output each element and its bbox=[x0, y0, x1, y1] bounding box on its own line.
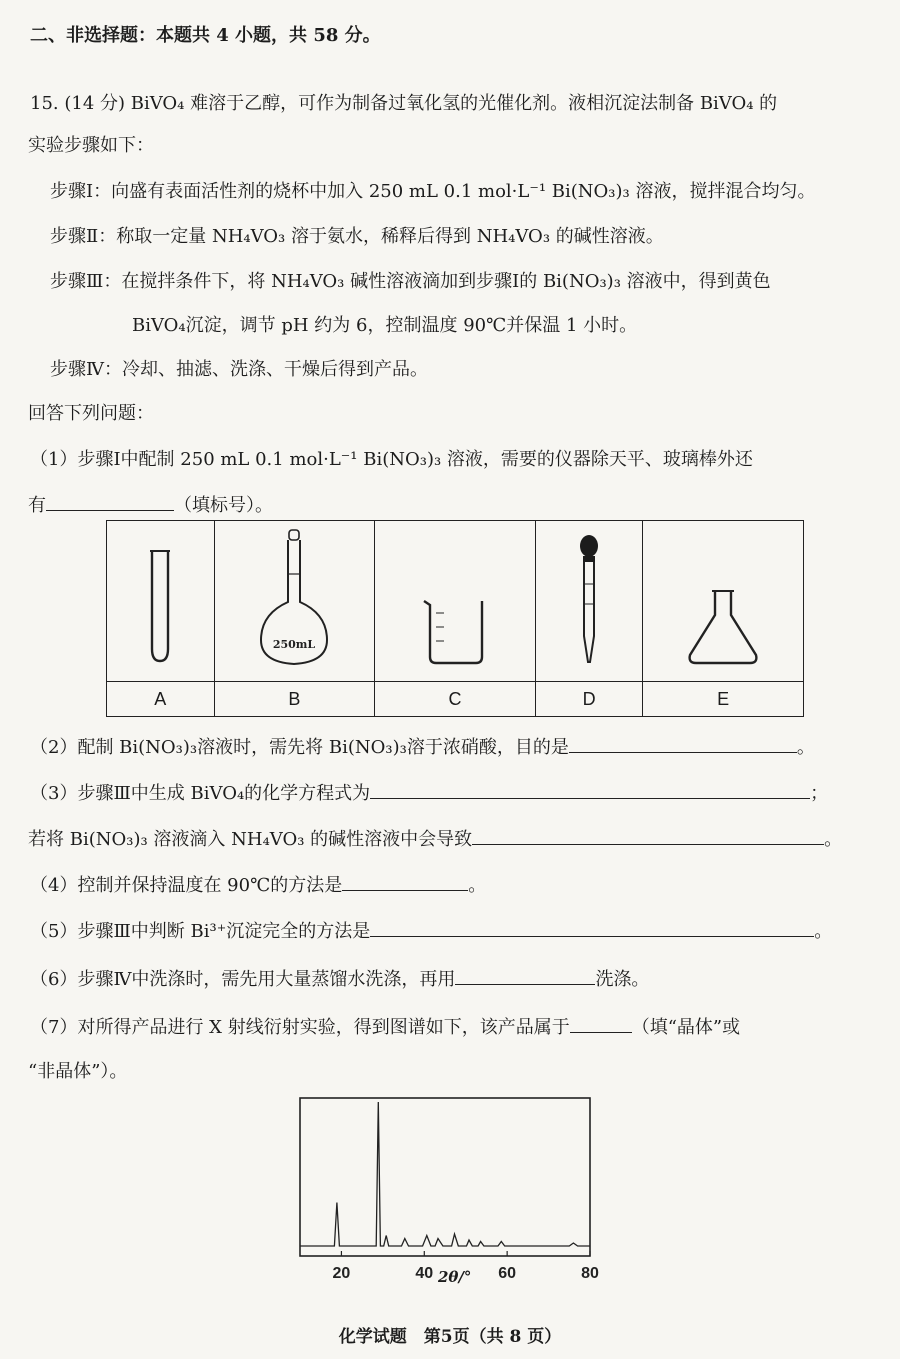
part-3-equation-blank[interactable] bbox=[370, 780, 810, 799]
part-3-end: ； bbox=[810, 783, 829, 804]
part-7-options: （填“晶体”或 bbox=[631, 1017, 741, 1038]
part-5-end: 。 bbox=[814, 921, 833, 942]
part-4-end: 。 bbox=[468, 875, 487, 896]
step-4: 步骤Ⅳ：冷却、抽滤、洗涤、干燥后得到产品。 bbox=[50, 359, 428, 380]
xrd-x-axis-title: 2θ/° bbox=[438, 1268, 472, 1286]
step-1: 步骤Ⅰ：向盛有表面活性剂的烧杯中加入 250 mL 0.1 mol·L⁻¹ Bi(NO₃)₃ 溶液，搅拌混合均匀。 bbox=[50, 181, 816, 202]
part-7-question-cont: “非晶体”）。 bbox=[28, 1061, 128, 1082]
part-5-text: （5）步骤Ⅲ中判断 Bi³⁺沉淀完全的方法是 bbox=[30, 921, 371, 942]
xrd-x-tick-label: 40 bbox=[415, 1265, 434, 1282]
part-1-prefix: 有 bbox=[28, 495, 46, 516]
part-2-text: （2）配制 Bi(NO₃)₃溶液时，需先将 Bi(NO₃)₃溶于浓硝酸，目的是 bbox=[30, 737, 569, 758]
part-5-answer-blank[interactable] bbox=[370, 918, 814, 937]
part-6-end: 洗涤。 bbox=[595, 969, 650, 990]
part-2-answer-blank[interactable] bbox=[569, 734, 797, 753]
xrd-plot-frame bbox=[300, 1098, 590, 1256]
part-6-text: （6）步骤Ⅳ中洗涤时，需先用大量蒸馏水洗涤，再用 bbox=[30, 969, 456, 990]
part-1-question-cont bbox=[28, 492, 273, 518]
answer-prompt: 回答下列问题： bbox=[28, 403, 154, 424]
part-2-question bbox=[30, 734, 815, 760]
part-1-suffix: （填标号）。 bbox=[174, 495, 273, 516]
part-4-question bbox=[30, 872, 486, 898]
xrd-x-tick-label: 60 bbox=[498, 1265, 517, 1282]
volumetric-flask-icon bbox=[249, 524, 339, 674]
part-3b-end: 。 bbox=[824, 829, 843, 850]
beaker-icon bbox=[410, 529, 500, 669]
flask-volume-marking: 250mL bbox=[273, 638, 316, 651]
apparatus-a-cell bbox=[107, 521, 215, 682]
part-3-text: （3）步骤Ⅲ中生成 BiVO₄的化学方程式为 bbox=[30, 783, 371, 804]
section-title: 二、非选择题：本题共 4 小题，共 58 分。 bbox=[30, 25, 381, 46]
step-3: 步骤Ⅲ：在搅拌条件下，将 NH₄VO₃ 碱性溶液滴加到步骤Ⅰ的 Bi(NO₃)₃ 溶液中，得到黄色 bbox=[50, 271, 771, 292]
dropper-icon bbox=[559, 524, 619, 674]
apparatus-label-d: D bbox=[535, 682, 643, 717]
xrd-x-tick-label: 20 bbox=[332, 1265, 351, 1282]
test-tube-icon bbox=[130, 529, 190, 669]
xrd-pattern-chart bbox=[260, 1090, 620, 1290]
part-5-question bbox=[30, 918, 832, 944]
apparatus-c-cell bbox=[375, 521, 536, 682]
apparatus-label-a: A bbox=[107, 682, 215, 717]
xrd-diffraction-curve bbox=[300, 1102, 590, 1246]
xrd-x-tick-label: 80 bbox=[581, 1265, 599, 1282]
part-1-question: （1）步骤Ⅰ中配制 250 mL 0.1 mol·L⁻¹ Bi(NO₃)₃ 溶液，需要的仪器除天平、玻璃棒外还 bbox=[30, 449, 753, 470]
apparatus-label-c: C bbox=[375, 682, 536, 717]
part-6-question bbox=[30, 966, 649, 992]
apparatus-d-cell bbox=[535, 521, 643, 682]
part-2-end: 。 bbox=[796, 737, 815, 758]
part-3b-text: 若将 Bi(NO₃)₃ 溶液滴入 NH₄VO₃ 的碱性溶液中会导致 bbox=[28, 829, 473, 850]
apparatus-b-cell bbox=[214, 521, 375, 682]
part-3-question bbox=[30, 780, 828, 806]
apparatus-label-e: E bbox=[643, 682, 804, 717]
question-15-intro-cont: 实验步骤如下： bbox=[28, 135, 154, 156]
conical-flask-icon bbox=[678, 529, 768, 669]
part-3b-question bbox=[28, 826, 842, 852]
part-4-text: （4）控制并保持温度在 90℃的方法是 bbox=[30, 875, 343, 896]
part-3b-answer-blank[interactable] bbox=[472, 826, 824, 845]
part-1-answer-blank[interactable] bbox=[46, 492, 174, 511]
apparatus-table bbox=[106, 520, 804, 717]
page-footer: 化学试题 第5页（共 8 页） bbox=[338, 1327, 562, 1347]
question-15-intro: 15. (14 分) BiVO₄ 难溶于乙醇，可作为制备过氧化氢的光催化剂。液相沉淀法制备 BiVO₄ 的 bbox=[30, 93, 778, 114]
apparatus-e-cell bbox=[643, 521, 804, 682]
step-3-cont: BiVO₄沉淀，调节 pH 约为 6，控制温度 90℃并保温 1 小时。 bbox=[132, 315, 638, 336]
part-7-answer-blank[interactable] bbox=[570, 1014, 632, 1033]
part-4-answer-blank[interactable] bbox=[342, 872, 468, 891]
part-7-text: （7）对所得产品进行 X 射线衍射实验，得到图谱如下，该产品属于 bbox=[30, 1017, 570, 1038]
part-6-answer-blank[interactable] bbox=[455, 966, 595, 985]
apparatus-label-b: B bbox=[214, 682, 375, 717]
step-2: 步骤Ⅱ：称取一定量 NH₄VO₃ 溶于氨水，稀释后得到 NH₄VO₃ 的碱性溶液。 bbox=[50, 226, 664, 247]
part-7-question bbox=[30, 1014, 740, 1040]
